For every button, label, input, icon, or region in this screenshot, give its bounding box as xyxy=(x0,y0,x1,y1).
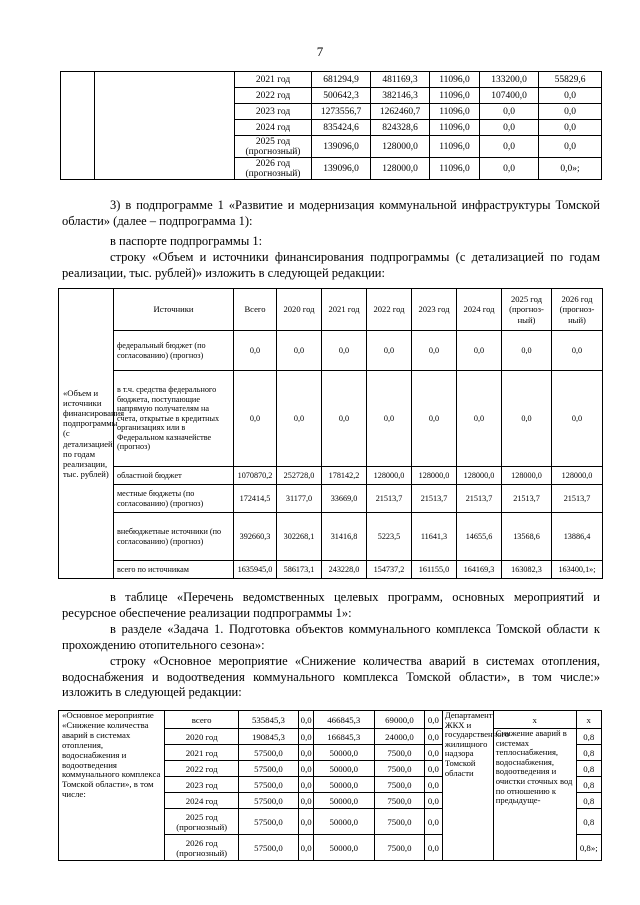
value-cell: 163082,3 xyxy=(502,561,552,579)
value-cell: 0,0 xyxy=(457,371,502,467)
value-cell: 7500,0 xyxy=(375,809,425,835)
department-cell: Департамент ЖКХ и государственного жилищного надзора Томской области xyxy=(442,711,493,861)
value-cell: 0,8 xyxy=(576,793,602,809)
value-cell: 11096,0 xyxy=(430,104,480,120)
value-cell: 128000,0 xyxy=(457,467,502,485)
year-cell: 2026 год (прогнозный) xyxy=(165,835,239,861)
value-cell: 13568,6 xyxy=(502,513,552,561)
value-cell: 586173,1 xyxy=(277,561,322,579)
value-cell: 0,0 xyxy=(298,809,313,835)
value-cell: 21513,7 xyxy=(367,485,412,513)
value-cell: 0,0 xyxy=(277,371,322,467)
table-2-financing xyxy=(58,288,603,579)
value-cell: 57500,0 xyxy=(239,761,298,777)
table-row xyxy=(59,371,603,467)
empty-cell xyxy=(61,72,95,180)
value-cell: 139096,0 xyxy=(312,158,371,180)
header-row xyxy=(59,289,603,331)
value-cell: 163400,1»; xyxy=(552,561,603,579)
value-cell: 0,0 xyxy=(277,331,322,371)
value-cell: 1273556,7 xyxy=(312,104,371,120)
value-cell: 0,0 xyxy=(539,120,602,136)
value-cell: 0,8 xyxy=(576,777,602,793)
value-cell: 178142,2 xyxy=(322,467,367,485)
table-3-activity xyxy=(58,710,602,861)
header-cell: 2025 год (прогноз-ный) xyxy=(502,289,552,331)
value-cell: 0,0 xyxy=(480,136,539,158)
value-cell: 0,0 xyxy=(234,371,277,467)
value-cell: 166845,3 xyxy=(313,729,375,745)
value-cell: 50000,0 xyxy=(313,809,375,835)
year-cell: 2023 год xyxy=(165,777,239,793)
header-cell: 2022 год xyxy=(367,289,412,331)
value-cell: 11096,0 xyxy=(430,136,480,158)
value-cell: 57500,0 xyxy=(239,745,298,761)
value-cell: 0,0 xyxy=(412,331,457,371)
value-cell: 824328,6 xyxy=(371,120,430,136)
value-cell: 0,8 xyxy=(576,745,602,761)
table-row xyxy=(59,467,603,485)
value-cell: 21513,7 xyxy=(457,485,502,513)
value-cell: 0,0 xyxy=(234,331,277,371)
page-number: 7 xyxy=(316,44,324,59)
value-cell: 57500,0 xyxy=(239,777,298,793)
value-cell: 7500,0 xyxy=(375,761,425,777)
value-cell: 11096,0 xyxy=(430,120,480,136)
value-cell: 0,0 xyxy=(539,136,602,158)
value-cell: 681294,9 xyxy=(312,72,371,88)
value-cell: 1070870,2 xyxy=(234,467,277,485)
value-cell: 21513,7 xyxy=(412,485,457,513)
value-cell: 0,0 xyxy=(322,371,367,467)
value-cell: 57500,0 xyxy=(239,793,298,809)
value-cell: 50000,0 xyxy=(313,745,375,761)
value-cell: 14655,6 xyxy=(457,513,502,561)
value-cell: 0,0 xyxy=(298,729,313,745)
paragraph-passport: в паспорте подпрограммы 1: xyxy=(110,234,263,248)
paragraph-task-1: в разделе «Задача 1. Подготовка объектов коммунального комплекса Томской области к прохождению отопительного сезона»: xyxy=(62,622,600,652)
value-cell: 0,0 xyxy=(424,793,442,809)
year-cell: 2024 год xyxy=(235,120,312,136)
value-cell: 128000,0 xyxy=(552,467,603,485)
value-cell: 535845,3 xyxy=(239,711,298,729)
value-cell: 0,8»; xyxy=(576,835,602,861)
value-cell: 50000,0 xyxy=(313,761,375,777)
source-cell: всего по источникам xyxy=(114,561,234,579)
value-cell: 0,0 xyxy=(457,331,502,371)
value-cell: 31177,0 xyxy=(277,485,322,513)
value-cell: 0,0 xyxy=(502,371,552,467)
header-cell: 2023 год xyxy=(412,289,457,331)
value-cell: 466845,3 xyxy=(313,711,375,729)
table-row xyxy=(59,331,603,371)
year-cell: 2025 год (прогнозный) xyxy=(235,136,312,158)
value-cell: 302268,1 xyxy=(277,513,322,561)
value-cell: 128000,0 xyxy=(367,467,412,485)
indicator-cell: Снижение аварий в системах теплоснабжения, водоснабжения, водоотведения и очистки сточных вод по отношению к предыдуще- xyxy=(493,729,576,861)
value-cell: 11641,3 xyxy=(412,513,457,561)
value-cell: 0,0 xyxy=(424,835,442,861)
source-cell: областной бюджет xyxy=(114,467,234,485)
value-cell: 57500,0 xyxy=(239,835,298,861)
value-cell: 0,0 xyxy=(552,331,603,371)
side-label-cell: «Объем и источники финансирования подпрограммы (с детализацией по годам реализации, тыс. рублей) xyxy=(59,289,114,579)
value-cell: 0,0 xyxy=(298,761,313,777)
value-cell: 0,0 xyxy=(480,158,539,180)
year-cell: 2021 год xyxy=(165,745,239,761)
value-cell: 0,0 xyxy=(424,745,442,761)
value-cell: 0,0 xyxy=(298,711,313,729)
x-cell: x xyxy=(493,711,576,729)
paragraph-table-list: в таблице «Перечень ведомственных целевых программ, основных мероприятий и ресурсное обеспечение реализации подпрограммы 1»: xyxy=(62,590,600,620)
header-cell: Всего xyxy=(234,289,277,331)
value-cell: 0,0 xyxy=(539,88,602,104)
source-cell: в т.ч. средства федерального бюджета, поступающие напрямую получателям на счета, открытые в кредитных организациях или в Федеральном казначействе (прогноз) xyxy=(114,371,234,467)
table-row xyxy=(59,513,603,561)
value-cell: 21513,7 xyxy=(552,485,603,513)
value-cell: 382146,3 xyxy=(371,88,430,104)
value-cell: 13886,4 xyxy=(552,513,603,561)
value-cell: 0,0 xyxy=(552,371,603,467)
paragraph-subprogram-1: 3) в подпрограмме 1 «Развитие и модернизация коммунальной инфраструктуры Томской области» (далее – подпрограмма 1): xyxy=(62,198,600,228)
value-cell: 481169,3 xyxy=(371,72,430,88)
value-cell: 0,0 xyxy=(424,777,442,793)
source-cell: местные бюджеты (по согласованию) (прогноз) xyxy=(114,485,234,513)
header-cell: 2026 год (прогноз-ный) xyxy=(552,289,603,331)
paragraph-main-activity: строку «Основное мероприятие «Снижение количества аварий в системах отопления, водоснабжения и водоотведения коммунального комплекса Томской области», в том числе:» изложить в следующей редакции: xyxy=(62,654,600,699)
table-row xyxy=(61,72,602,88)
value-cell: 0,0 xyxy=(502,331,552,371)
value-cell: 11096,0 xyxy=(430,72,480,88)
value-cell: 128000,0 xyxy=(371,158,430,180)
value-cell: 50000,0 xyxy=(313,835,375,861)
value-cell: 0,0 xyxy=(322,331,367,371)
value-cell: 500642,3 xyxy=(312,88,371,104)
year-cell: 2022 год xyxy=(165,761,239,777)
value-cell: 107400,0 xyxy=(480,88,539,104)
value-cell: 0,0 xyxy=(480,104,539,120)
value-cell: 50000,0 xyxy=(313,777,375,793)
x-cell: x xyxy=(576,711,602,729)
year-cell: 2026 год (прогнозный) xyxy=(235,158,312,180)
value-cell: 11096,0 xyxy=(430,158,480,180)
value-cell: 11096,0 xyxy=(430,88,480,104)
value-cell: 33669,0 xyxy=(322,485,367,513)
table-row xyxy=(59,711,602,729)
header-cell: 2021 год xyxy=(322,289,367,331)
value-cell: 21513,7 xyxy=(502,485,552,513)
value-cell: 0,0 xyxy=(480,120,539,136)
value-cell: 1635945,0 xyxy=(234,561,277,579)
table-1 xyxy=(60,71,602,180)
value-cell: 243228,0 xyxy=(322,561,367,579)
value-cell: 0,0 xyxy=(424,711,442,729)
source-cell: внебюджетные источники (по согласованию) (прогноз) xyxy=(114,513,234,561)
header-cell: 2024 год xyxy=(457,289,502,331)
value-cell: 7500,0 xyxy=(375,835,425,861)
value-cell: 0,8 xyxy=(576,809,602,835)
year-cell: 2023 год xyxy=(235,104,312,120)
year-cell: 2022 год xyxy=(235,88,312,104)
value-cell: 133200,0 xyxy=(480,72,539,88)
value-cell: 128000,0 xyxy=(502,467,552,485)
value-cell: 0,0 xyxy=(424,729,442,745)
value-cell: 0,0 xyxy=(298,835,313,861)
value-cell: 7500,0 xyxy=(375,745,425,761)
value-cell: 55829,6 xyxy=(539,72,602,88)
value-cell: 128000,0 xyxy=(412,467,457,485)
value-cell: 0,0 xyxy=(298,777,313,793)
value-cell: 7500,0 xyxy=(375,793,425,809)
value-cell: 252728,0 xyxy=(277,467,322,485)
value-cell: 24000,0 xyxy=(375,729,425,745)
value-cell: 0,0 xyxy=(298,793,313,809)
header-cell: Источники xyxy=(114,289,234,331)
value-cell: 0,8 xyxy=(576,729,602,745)
value-cell: 0,0 xyxy=(424,761,442,777)
value-cell: 0,0»; xyxy=(539,158,602,180)
source-cell: федеральный бюджет (по согласованию) (прогноз) xyxy=(114,331,234,371)
value-cell: 128000,0 xyxy=(371,136,430,158)
year-cell: 2021 год xyxy=(235,72,312,88)
value-cell: 0,0 xyxy=(412,371,457,467)
header-cell: 2020 год xyxy=(277,289,322,331)
value-cell: 0,0 xyxy=(367,371,412,467)
empty-cell xyxy=(95,72,235,180)
value-cell: 57500,0 xyxy=(239,809,298,835)
table-row xyxy=(59,485,603,513)
value-cell: 164169,3 xyxy=(457,561,502,579)
value-cell: 835424,6 xyxy=(312,120,371,136)
value-cell: 0,0 xyxy=(424,809,442,835)
year-cell: 2024 год xyxy=(165,793,239,809)
value-cell: 0,0 xyxy=(367,331,412,371)
value-cell: 0,0 xyxy=(539,104,602,120)
paragraph-row-instruction: строку «Объем и источники финансирования подпрограммы (с детализацией по годам реализации, тыс. рублей)» изложить в следующей редакции: xyxy=(62,250,600,280)
value-cell: 0,0 xyxy=(298,745,313,761)
value-cell: 172414,5 xyxy=(234,485,277,513)
value-cell: 0,8 xyxy=(576,761,602,777)
year-cell: всего xyxy=(165,711,239,729)
year-cell: 2025 год (прогнозный) xyxy=(165,809,239,835)
value-cell: 161155,0 xyxy=(412,561,457,579)
value-cell: 69000,0 xyxy=(375,711,425,729)
table-row xyxy=(59,561,603,579)
value-cell: 5223,5 xyxy=(367,513,412,561)
year-cell: 2020 год xyxy=(165,729,239,745)
value-cell: 31416,8 xyxy=(322,513,367,561)
value-cell: 7500,0 xyxy=(375,777,425,793)
side-label-cell: «Основное мероприятие «Снижение количества аварий в системах отопления, водоснабжения и водоотведения коммунального комплекса Томской области», в том числе: xyxy=(59,711,165,861)
value-cell: 139096,0 xyxy=(312,136,371,158)
value-cell: 154737,2 xyxy=(367,561,412,579)
value-cell: 50000,0 xyxy=(313,793,375,809)
value-cell: 392660,3 xyxy=(234,513,277,561)
value-cell: 1262460,7 xyxy=(371,104,430,120)
value-cell: 190845,3 xyxy=(239,729,298,745)
